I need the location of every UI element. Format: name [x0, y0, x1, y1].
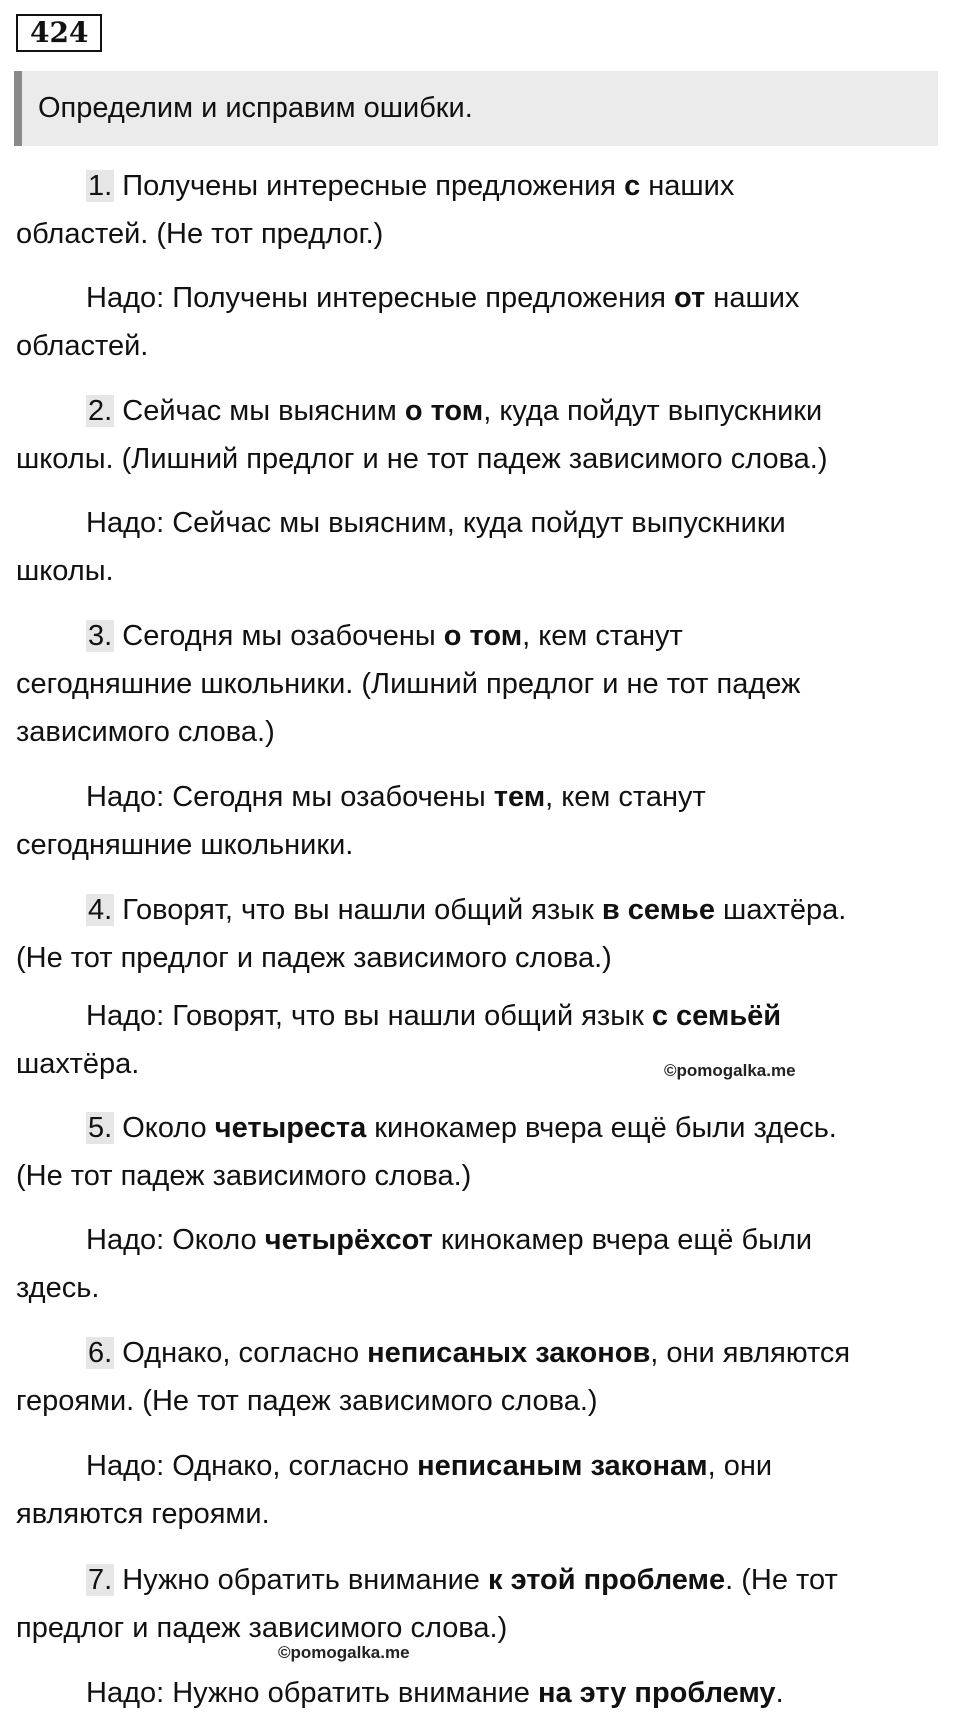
- correction-4: Надо: Говорят, что вы нашли общий язык с семьёй шахтёра.: [16, 1000, 782, 1080]
- item-number: 6.: [88, 1337, 113, 1369]
- item-number: 2.: [88, 395, 113, 427]
- fix-fragment: от: [674, 282, 706, 314]
- fix-fragment: тем: [493, 781, 546, 813]
- fix-fragment: неписаным законам: [417, 1450, 708, 1482]
- exercise-number: 424: [16, 14, 102, 52]
- task-heading: Определим и исправим ошибки.: [14, 71, 938, 146]
- item-number: 3.: [88, 620, 113, 652]
- sentence-1: 1. Получены интересные предложения с наших областей. (Не тот предлог.): [16, 170, 735, 250]
- watermark: ©pomogalka.me: [278, 1643, 410, 1662]
- sentence-3: 3. Сегодня мы озабочены о том, кем станут сегодняшние школьники. (Лишний предлог и не тот падеж зависимого слова.): [16, 620, 801, 748]
- correction-7: Надо: Нужно обратить внимание на эту проблему.: [86, 1677, 784, 1709]
- error-fragment: о том: [404, 395, 484, 427]
- fix-fragment: на эту проблему: [537, 1677, 776, 1709]
- error-fragment: четыреста: [214, 1112, 367, 1144]
- error-fragment: с: [624, 170, 641, 202]
- sentence-2: 2. Сейчас мы выясним о том, куда пойдут выпускники школы. (Лишний предлог и не тот падеж зависимого слова.): [16, 395, 828, 475]
- error-fragment: в семье: [601, 894, 715, 926]
- item-number: 4.: [88, 894, 113, 926]
- correction-6: Надо: Однако, согласно неписаным законам, они являются героями.: [16, 1450, 773, 1530]
- item-number: 7.: [88, 1564, 113, 1596]
- fix-fragment: с семьёй: [651, 1000, 782, 1032]
- item-number: 5.: [88, 1112, 113, 1144]
- sentence-5: 5. Около четыреста кинокамер вчера ещё были здесь. (Не тот падеж зависимого слова.): [16, 1112, 837, 1192]
- error-fragment: неписаных законов: [367, 1337, 651, 1369]
- correction-3: Надо: Сегодня мы озабочены тем, кем станут сегодняшние школьники.: [16, 781, 706, 861]
- sentence-4: 4. Говорят, что вы нашли общий язык в семье шахтёра. (Не тот предлог и падеж зависимого слова.): [16, 894, 847, 974]
- error-fragment: о том: [443, 620, 523, 652]
- error-fragment: к этой проблеме: [488, 1564, 726, 1596]
- correction-2: Надо: Сейчас мы выясним, куда пойдут выпускники школы.: [16, 507, 786, 587]
- correction-5: Надо: Около четырёхсот кинокамер вчера ещё были здесь.: [16, 1224, 813, 1304]
- sentence-7: 7. Нужно обратить внимание к этой проблеме. (Не тот предлог и падеж зависимого слова.): [16, 1564, 838, 1644]
- fix-fragment: четырёхсот: [264, 1224, 433, 1256]
- watermark: ©pomogalka.me: [664, 1061, 796, 1080]
- correction-1: Надо: Получены интересные предложения от наших областей.: [16, 282, 800, 362]
- sentence-6: 6. Однако, согласно неписаных законов, они являются героями. (Не тот падеж зависимого слова.): [16, 1337, 851, 1417]
- item-number: 1.: [88, 170, 113, 202]
